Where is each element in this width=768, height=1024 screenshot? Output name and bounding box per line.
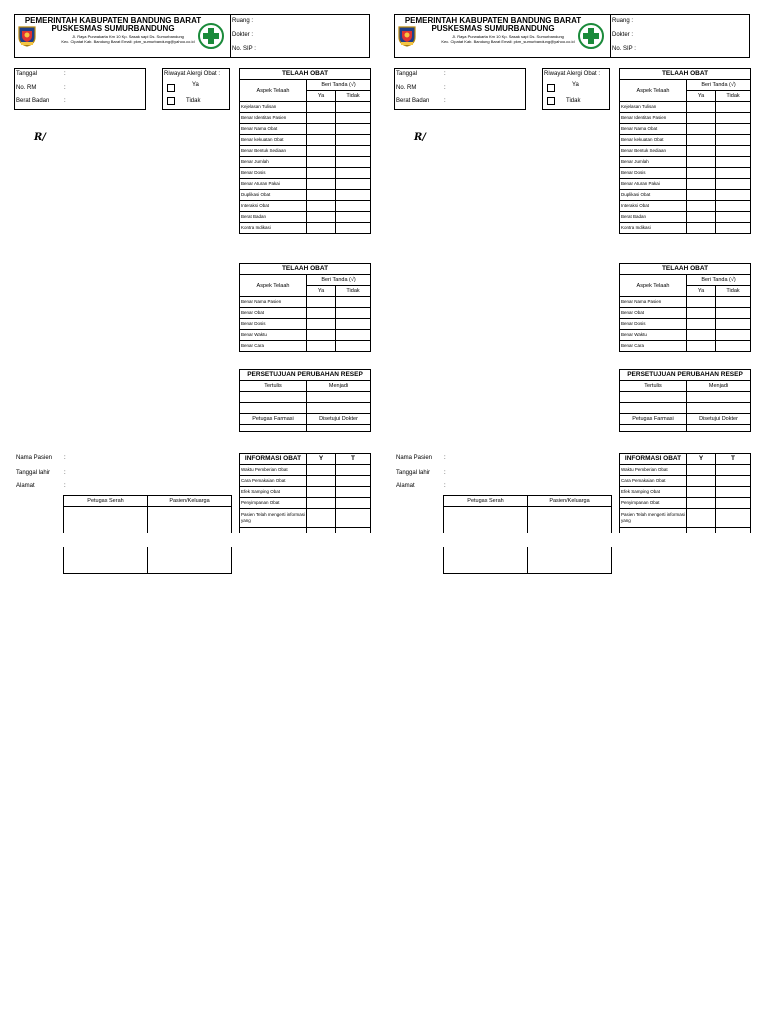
check-cell[interactable] — [716, 124, 751, 135]
ya-header-2: Ya — [307, 286, 336, 297]
check-cell[interactable] — [307, 341, 336, 352]
allergy-title: Riwayat Alergi Obat : — [544, 71, 601, 77]
menjadi-cell[interactable] — [687, 392, 751, 403]
check-cell[interactable] — [336, 341, 371, 352]
check-cell[interactable] — [336, 113, 371, 124]
row-label: Benar Nama Pasien — [620, 297, 687, 308]
check-cell[interactable] — [716, 341, 751, 352]
allergy-tidak-checkbox[interactable] — [547, 97, 555, 105]
check-cell[interactable] — [687, 102, 716, 113]
tertulis-header: Tertulis — [240, 381, 307, 392]
table-row — [240, 157, 371, 168]
row-label: Penyimpanan Obat — [620, 498, 687, 509]
signature-cell[interactable] — [240, 425, 307, 432]
disetujui-dokter-label: Disetujui Dokter — [307, 414, 371, 425]
row-label: Benar Obat — [620, 308, 687, 319]
check-cell[interactable] — [716, 135, 751, 146]
telaah-obat-table-2 — [239, 263, 371, 352]
dokter-label: Dokter : — [232, 32, 254, 38]
table-row — [240, 341, 371, 352]
clinic-address: Jl. Raya Purwakarta Km 10 Kp. Sasak sapi Ds. Sumurbandung — [72, 34, 184, 39]
t-header: T — [336, 454, 371, 465]
allergy-ya-checkbox[interactable] — [547, 84, 555, 92]
check-cell[interactable] — [687, 146, 716, 157]
table-row — [240, 135, 371, 146]
menjadi-cell[interactable] — [307, 403, 371, 414]
check-cell[interactable] — [716, 190, 751, 201]
aspek-telaah-header-2: Aspek Telaah — [620, 275, 687, 297]
table-row — [240, 297, 371, 308]
check-cell[interactable] — [687, 308, 716, 319]
informasi-obat-title: INFORMASI OBAT — [620, 454, 687, 465]
row-label: Benar Dosis — [240, 168, 307, 179]
row-label: Benar Obat — [240, 308, 307, 319]
row-label: Benar Nama Obat — [620, 124, 687, 135]
row-label: Benar kekuatan Obat — [240, 135, 307, 146]
clinic-title: PUSKESMAS SUMURBANDUNG — [51, 24, 175, 33]
table-row — [620, 308, 751, 319]
check-cell[interactable] — [336, 190, 371, 201]
tanggal-label: Tanggal — [396, 71, 418, 77]
row-label: Benar Dosis — [620, 319, 687, 330]
check-cell[interactable] — [336, 135, 371, 146]
table-row — [240, 124, 371, 135]
recipe-symbol: R/ — [34, 132, 46, 143]
row-label: Benar Bentuk Sediaan — [620, 146, 687, 157]
check-cell[interactable] — [687, 319, 716, 330]
check-cell[interactable] — [336, 223, 371, 234]
check-cell[interactable] — [716, 487, 751, 498]
row-label: Benar Cara — [620, 341, 687, 352]
check-cell[interactable] — [716, 179, 751, 190]
check-cell[interactable] — [307, 330, 336, 341]
check-cell[interactable] — [307, 179, 336, 190]
aspek-telaah-header: Aspek Telaah — [620, 80, 687, 102]
alamat-label: Alamat — [396, 483, 415, 489]
check-cell[interactable] — [716, 330, 751, 341]
table-row — [620, 509, 751, 528]
row-label: Waktu Pemberian Obat — [620, 465, 687, 476]
check-cell[interactable] — [307, 135, 336, 146]
telaah-obat-title-2: TELAAH OBAT — [240, 264, 371, 275]
row-label: Benar Identitas Pasien — [620, 113, 687, 124]
t-header: T — [716, 454, 751, 465]
clinic-address: Jl. Raya Purwakarta Km 10 Kp. Sasak sapi Ds. Sumurbandung — [452, 34, 564, 39]
row-label: Benar Nama Pasien — [240, 297, 307, 308]
check-cell[interactable] — [687, 487, 716, 498]
check-cell[interactable] — [307, 190, 336, 201]
petugas-farmasi-label: Petugas Farmasi — [620, 414, 687, 425]
alamat-colon: : — [444, 483, 446, 489]
row-label: Kontra Indikasi — [240, 223, 307, 234]
check-cell[interactable] — [307, 223, 336, 234]
tertulis-cell[interactable] — [620, 403, 687, 414]
check-cell[interactable] — [716, 509, 751, 528]
no-rm-label: No. RM — [16, 85, 37, 91]
table-row — [620, 102, 751, 113]
check-cell[interactable] — [307, 476, 336, 487]
row-label: Duplikasi Obat — [620, 190, 687, 201]
table-row — [240, 487, 371, 498]
check-cell[interactable] — [336, 157, 371, 168]
nama-pasien-label: Nama Pasien — [16, 455, 53, 461]
tanggal-colon: : — [444, 71, 446, 77]
check-cell[interactable] — [336, 201, 371, 212]
check-cell[interactable] — [307, 465, 336, 476]
row-label: Benar Nama Obat — [240, 124, 307, 135]
check-cell[interactable] — [687, 201, 716, 212]
persetujuan-title: PERSETUJUAN PERUBAHAN RESEP — [620, 370, 751, 381]
puskesmas-logo — [578, 23, 604, 49]
check-cell[interactable] — [687, 330, 716, 341]
disetujui-dokter-label: Disetujui Dokter — [687, 414, 751, 425]
table-row — [620, 124, 751, 135]
tidak-header-2: Tidak — [716, 286, 751, 297]
tertulis-cell[interactable] — [240, 403, 307, 414]
tanggal-label: Tanggal — [16, 71, 38, 77]
tanggal-lahir-label: Tanggal lahir — [396, 470, 431, 476]
check-cell[interactable] — [687, 168, 716, 179]
table-row — [240, 168, 371, 179]
check-cell[interactable] — [307, 168, 336, 179]
table-row — [240, 509, 371, 528]
informasi-obat-title: INFORMASI OBAT — [240, 454, 307, 465]
row-label: Benar kekuatan Obat — [620, 135, 687, 146]
check-cell[interactable] — [336, 509, 371, 528]
tidak-header: Tidak — [336, 91, 371, 102]
table-row — [240, 319, 371, 330]
allergy-ya-label: Ya — [192, 82, 199, 88]
table-row — [240, 190, 371, 201]
table-row — [620, 223, 751, 234]
signature-cell[interactable] — [307, 425, 371, 432]
row-label: Benar Dosis — [620, 168, 687, 179]
header-divider — [610, 14, 611, 58]
menjadi-header: Menjadi — [687, 381, 751, 392]
row-label: Benar Bentuk Sediaan — [240, 146, 307, 157]
table-row — [620, 498, 751, 509]
check-cell[interactable] — [687, 476, 716, 487]
row-label: Berat Badan — [240, 212, 307, 223]
pasien-keluarga-header: Pasien/Keluarga — [148, 496, 232, 507]
alamat-colon: : — [64, 483, 66, 489]
row-label: Interaksi Obat — [620, 201, 687, 212]
recipe-symbol: R/ — [414, 132, 426, 143]
check-cell[interactable] — [307, 113, 336, 124]
check-cell[interactable] — [716, 476, 751, 487]
check-cell[interactable] — [307, 102, 336, 113]
check-cell[interactable] — [336, 330, 371, 341]
check-cell[interactable] — [687, 223, 716, 234]
check-cell[interactable] — [716, 146, 751, 157]
row-label: Benar Aturan Pakai — [620, 179, 687, 190]
telaah-obat-title-2: TELAAH OBAT — [620, 264, 751, 275]
table-row — [620, 190, 751, 201]
sip-label: No. SIP : — [232, 46, 256, 52]
table-row — [620, 341, 751, 352]
ya-header-2: Ya — [687, 286, 716, 297]
check-cell[interactable] — [336, 179, 371, 190]
page-gap — [0, 533, 768, 547]
check-cell[interactable] — [716, 297, 751, 308]
tertulis-cell[interactable] — [620, 392, 687, 403]
table-row — [620, 297, 751, 308]
gov-title: PEMERINTAH KABUPATEN BANDUNG BARAT — [404, 16, 582, 25]
beri-tanda-header: Beri Tanda (√) — [687, 80, 751, 91]
check-cell[interactable] — [307, 201, 336, 212]
tanggal-lahir-colon: : — [64, 470, 66, 476]
check-cell[interactable] — [687, 113, 716, 124]
berat-badan-colon: : — [64, 98, 66, 104]
no-rm-label: No. RM — [396, 85, 417, 91]
ruang-label: Ruang : — [232, 18, 254, 24]
signature-cell[interactable] — [620, 425, 687, 432]
berat-badan-label: Berat Badan — [16, 98, 50, 104]
telaah-obat-table-2 — [619, 263, 751, 352]
row-label: Efek Samping Obat — [620, 487, 687, 498]
table-row — [240, 179, 371, 190]
table-row — [620, 179, 751, 190]
table-row — [620, 135, 751, 146]
check-cell[interactable] — [336, 102, 371, 113]
telaah-obat-table — [239, 68, 371, 234]
check-cell[interactable] — [687, 135, 716, 146]
row-label: Pasien Telah mengerti informasi yang — [240, 509, 307, 528]
prescription-form-left — [14, 14, 374, 579]
y-header: Y — [307, 454, 336, 465]
menjadi-cell[interactable] — [687, 403, 751, 414]
table-row — [620, 168, 751, 179]
pasien-keluarga-header: Pasien/Keluarga — [528, 496, 612, 507]
row-label: Benar Dosis — [240, 319, 307, 330]
menjadi-header: Menjadi — [307, 381, 371, 392]
row-label: Cara Pemakaian Obat — [620, 476, 687, 487]
row-label: Efek Samping Obat — [240, 487, 307, 498]
petugas-serah-header: Petugas Serah — [64, 496, 148, 507]
ruang-label: Ruang : — [612, 18, 634, 24]
check-cell[interactable] — [687, 179, 716, 190]
persetujuan-table — [239, 369, 371, 432]
nama-pasien-colon: : — [64, 455, 66, 461]
check-cell[interactable] — [716, 113, 751, 124]
row-label: Benar Waktu — [620, 330, 687, 341]
check-cell[interactable] — [307, 498, 336, 509]
allergy-tidak-label: Tidak — [566, 98, 581, 104]
signature-cell[interactable] — [687, 425, 751, 432]
clinic-title: PUSKESMAS SUMURBANDUNG — [431, 24, 555, 33]
row-label: Benar Jumlah — [620, 157, 687, 168]
nama-pasien-colon: : — [444, 455, 446, 461]
check-cell[interactable] — [687, 465, 716, 476]
berat-badan-label: Berat Badan — [396, 98, 430, 104]
check-cell[interactable] — [307, 212, 336, 223]
check-cell[interactable] — [307, 146, 336, 157]
row-label: Cara Pemakaian Obat — [240, 476, 307, 487]
row-label: Kejelasan Tulisan — [240, 102, 307, 113]
check-cell[interactable] — [307, 124, 336, 135]
table-row — [620, 113, 751, 124]
berat-badan-colon: : — [444, 98, 446, 104]
tanggal-lahir-label: Tanggal lahir — [16, 470, 51, 476]
table-row — [240, 330, 371, 341]
table-row — [620, 330, 751, 341]
table-row — [240, 498, 371, 509]
row-label: Kontra Indikasi — [620, 223, 687, 234]
no-rm-colon: : — [444, 85, 446, 91]
telaah-obat-title: TELAAH OBAT — [240, 69, 371, 80]
check-cell[interactable] — [716, 498, 751, 509]
check-cell[interactable] — [307, 487, 336, 498]
row-label: Benar Cara — [240, 341, 307, 352]
check-cell[interactable] — [336, 476, 371, 487]
row-label: Benar Waktu — [240, 330, 307, 341]
check-cell[interactable] — [687, 498, 716, 509]
check-cell[interactable] — [716, 319, 751, 330]
row-label: Interaksi Obat — [240, 201, 307, 212]
no-rm-colon: : — [64, 85, 66, 91]
aspek-telaah-header: Aspek Telaah — [240, 80, 307, 102]
table-row — [620, 146, 751, 157]
check-cell[interactable] — [307, 308, 336, 319]
table-row — [620, 476, 751, 487]
allergy-tidak-checkbox[interactable] — [167, 97, 175, 105]
row-label: Benar Jumlah — [240, 157, 307, 168]
dokter-label: Dokter : — [612, 32, 634, 38]
allergy-ya-checkbox[interactable] — [167, 84, 175, 92]
check-cell[interactable] — [687, 297, 716, 308]
telaah-obat-table — [619, 68, 751, 234]
table-row — [620, 157, 751, 168]
check-cell[interactable] — [716, 308, 751, 319]
check-cell[interactable] — [336, 465, 371, 476]
table-row — [240, 102, 371, 113]
table-row — [240, 113, 371, 124]
check-cell[interactable] — [336, 498, 371, 509]
check-cell[interactable] — [336, 319, 371, 330]
row-label: Pasien Telah mengerti informasi yang — [620, 509, 687, 528]
table-row — [240, 223, 371, 234]
table-row — [620, 487, 751, 498]
persetujuan-table — [619, 369, 751, 432]
table-row — [240, 465, 371, 476]
check-cell[interactable] — [716, 201, 751, 212]
table-row — [240, 146, 371, 157]
check-cell[interactable] — [687, 190, 716, 201]
check-cell[interactable] — [716, 212, 751, 223]
tanggal-lahir-colon: : — [444, 470, 446, 476]
row-label: Waktu Pemberian Obat — [240, 465, 307, 476]
beri-tanda-header-2: Beri Tanda (√) — [307, 275, 371, 286]
check-cell[interactable] — [307, 157, 336, 168]
row-label: Penyimpanan Obat — [240, 498, 307, 509]
ya-header: Ya — [307, 91, 336, 102]
allergy-ya-label: Ya — [572, 82, 579, 88]
check-cell[interactable] — [336, 308, 371, 319]
aspek-telaah-header-2: Aspek Telaah — [240, 275, 307, 297]
table-row — [620, 465, 751, 476]
check-cell[interactable] — [716, 157, 751, 168]
menjadi-cell[interactable] — [307, 392, 371, 403]
nama-pasien-label: Nama Pasien — [396, 455, 433, 461]
row-label: Kejelasan Tulisan — [620, 102, 687, 113]
clinic-email: Kec. Cipatat Kab. Bandung Barat Email: pkm_sumurbandung@yahoo.co.id — [441, 39, 575, 44]
row-label: Benar Aturan Pakai — [240, 179, 307, 190]
check-cell[interactable] — [336, 146, 371, 157]
gov-title: PEMERINTAH KABUPATEN BANDUNG BARAT — [24, 16, 202, 25]
check-cell[interactable] — [716, 465, 751, 476]
table-row — [240, 308, 371, 319]
petugas-serah-header: Petugas Serah — [444, 496, 528, 507]
check-cell[interactable] — [307, 509, 336, 528]
tidak-header: Tidak — [716, 91, 751, 102]
check-cell[interactable] — [307, 319, 336, 330]
check-cell[interactable] — [716, 102, 751, 113]
check-cell[interactable] — [687, 341, 716, 352]
tanggal-colon: : — [64, 71, 66, 77]
telaah-obat-title: TELAAH OBAT — [620, 69, 751, 80]
tertulis-cell[interactable] — [240, 392, 307, 403]
check-cell[interactable] — [716, 168, 751, 179]
y-header: Y — [687, 454, 716, 465]
row-label: Duplikasi Obat — [240, 190, 307, 201]
alamat-label: Alamat — [16, 483, 35, 489]
check-cell[interactable] — [687, 212, 716, 223]
check-cell[interactable] — [336, 487, 371, 498]
table-row — [240, 212, 371, 223]
sip-label: No. SIP : — [612, 46, 636, 52]
persetujuan-title: PERSETUJUAN PERUBAHAN RESEP — [240, 370, 371, 381]
petugas-farmasi-label: Petugas Farmasi — [240, 414, 307, 425]
row-label: Benar Identitas Pasien — [240, 113, 307, 124]
table-row — [240, 201, 371, 212]
check-cell[interactable] — [336, 297, 371, 308]
check-cell[interactable] — [307, 297, 336, 308]
allergy-tidak-label: Tidak — [186, 98, 201, 104]
table-row — [620, 201, 751, 212]
tidak-header-2: Tidak — [336, 286, 371, 297]
ya-header: Ya — [687, 91, 716, 102]
beri-tanda-header-2: Beri Tanda (√) — [687, 275, 751, 286]
clinic-email: Kec. Cipatat Kab. Bandung Barat Email: pkm_sumurbandung@yahoo.co.id — [61, 39, 195, 44]
table-row — [620, 319, 751, 330]
puskesmas-logo — [198, 23, 224, 49]
prescription-form-right — [394, 14, 754, 579]
check-cell[interactable] — [687, 157, 716, 168]
beri-tanda-header: Beri Tanda (√) — [307, 80, 371, 91]
check-cell[interactable] — [716, 223, 751, 234]
header-divider — [230, 14, 231, 58]
check-cell[interactable] — [336, 124, 371, 135]
check-cell[interactable] — [687, 124, 716, 135]
table-row — [240, 476, 371, 487]
check-cell[interactable] — [336, 212, 371, 223]
allergy-title: Riwayat Alergi Obat : — [164, 71, 221, 77]
check-cell[interactable] — [336, 168, 371, 179]
check-cell[interactable] — [687, 509, 716, 528]
table-row — [620, 212, 751, 223]
row-label: Berat Badan — [620, 212, 687, 223]
tertulis-header: Tertulis — [620, 381, 687, 392]
